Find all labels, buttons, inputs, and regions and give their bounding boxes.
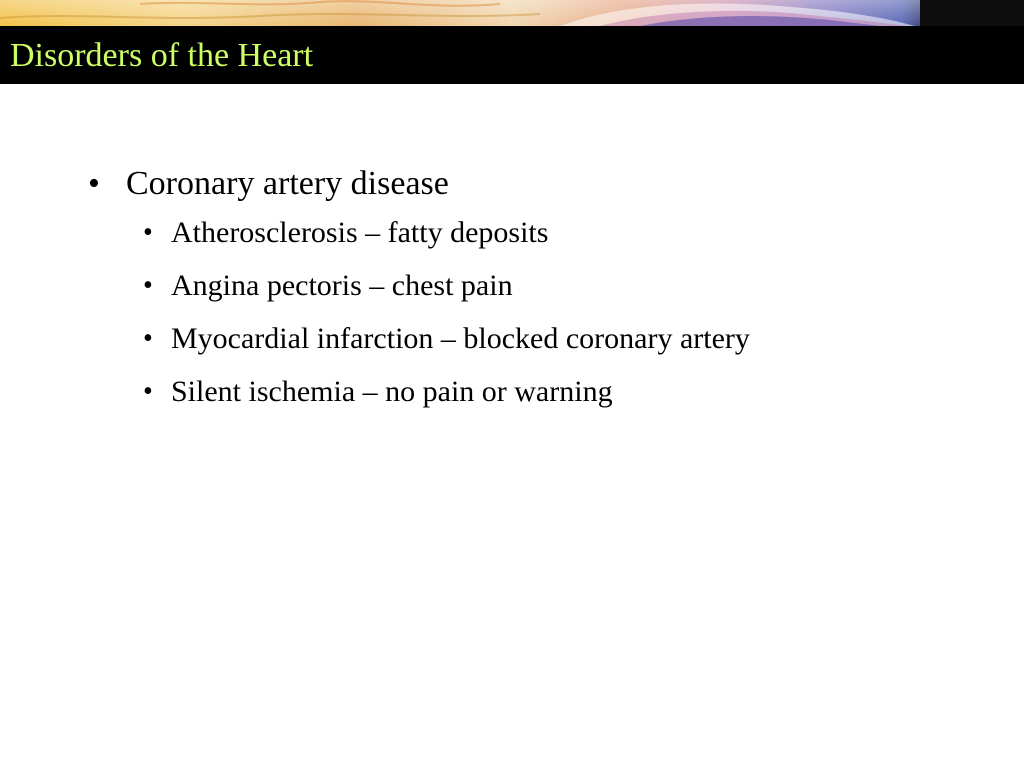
bullet-icon: • [143, 323, 153, 354]
sub-bullet-item [143, 214, 988, 252]
sub-bullet-text: Angina pectoris – chest pain [171, 269, 513, 302]
slide-title: Disorders of the Heart [10, 37, 314, 74]
sub-bullet-list [88, 214, 988, 411]
title-bar [0, 26, 1024, 84]
bullet-icon: • [143, 217, 153, 248]
slide-content [88, 162, 988, 426]
sub-bullet-text: Myocardial infarction – blocked coronary artery [171, 322, 750, 355]
bullet-icon: • [143, 376, 153, 407]
bullet-text: Coronary artery disease [126, 165, 449, 202]
bullet-icon: • [143, 270, 153, 301]
sub-bullet-item [143, 320, 988, 358]
bullet-item-main [88, 162, 988, 206]
sub-bullet-text: Silent ischemia – no pain or warning [171, 375, 613, 408]
sub-bullet-item [143, 267, 988, 305]
decorative-banner-image [0, 0, 1024, 26]
sub-bullet-item [143, 373, 988, 411]
sub-bullet-text: Atherosclerosis – fatty deposits [171, 216, 549, 249]
bullet-icon: • [88, 165, 100, 202]
